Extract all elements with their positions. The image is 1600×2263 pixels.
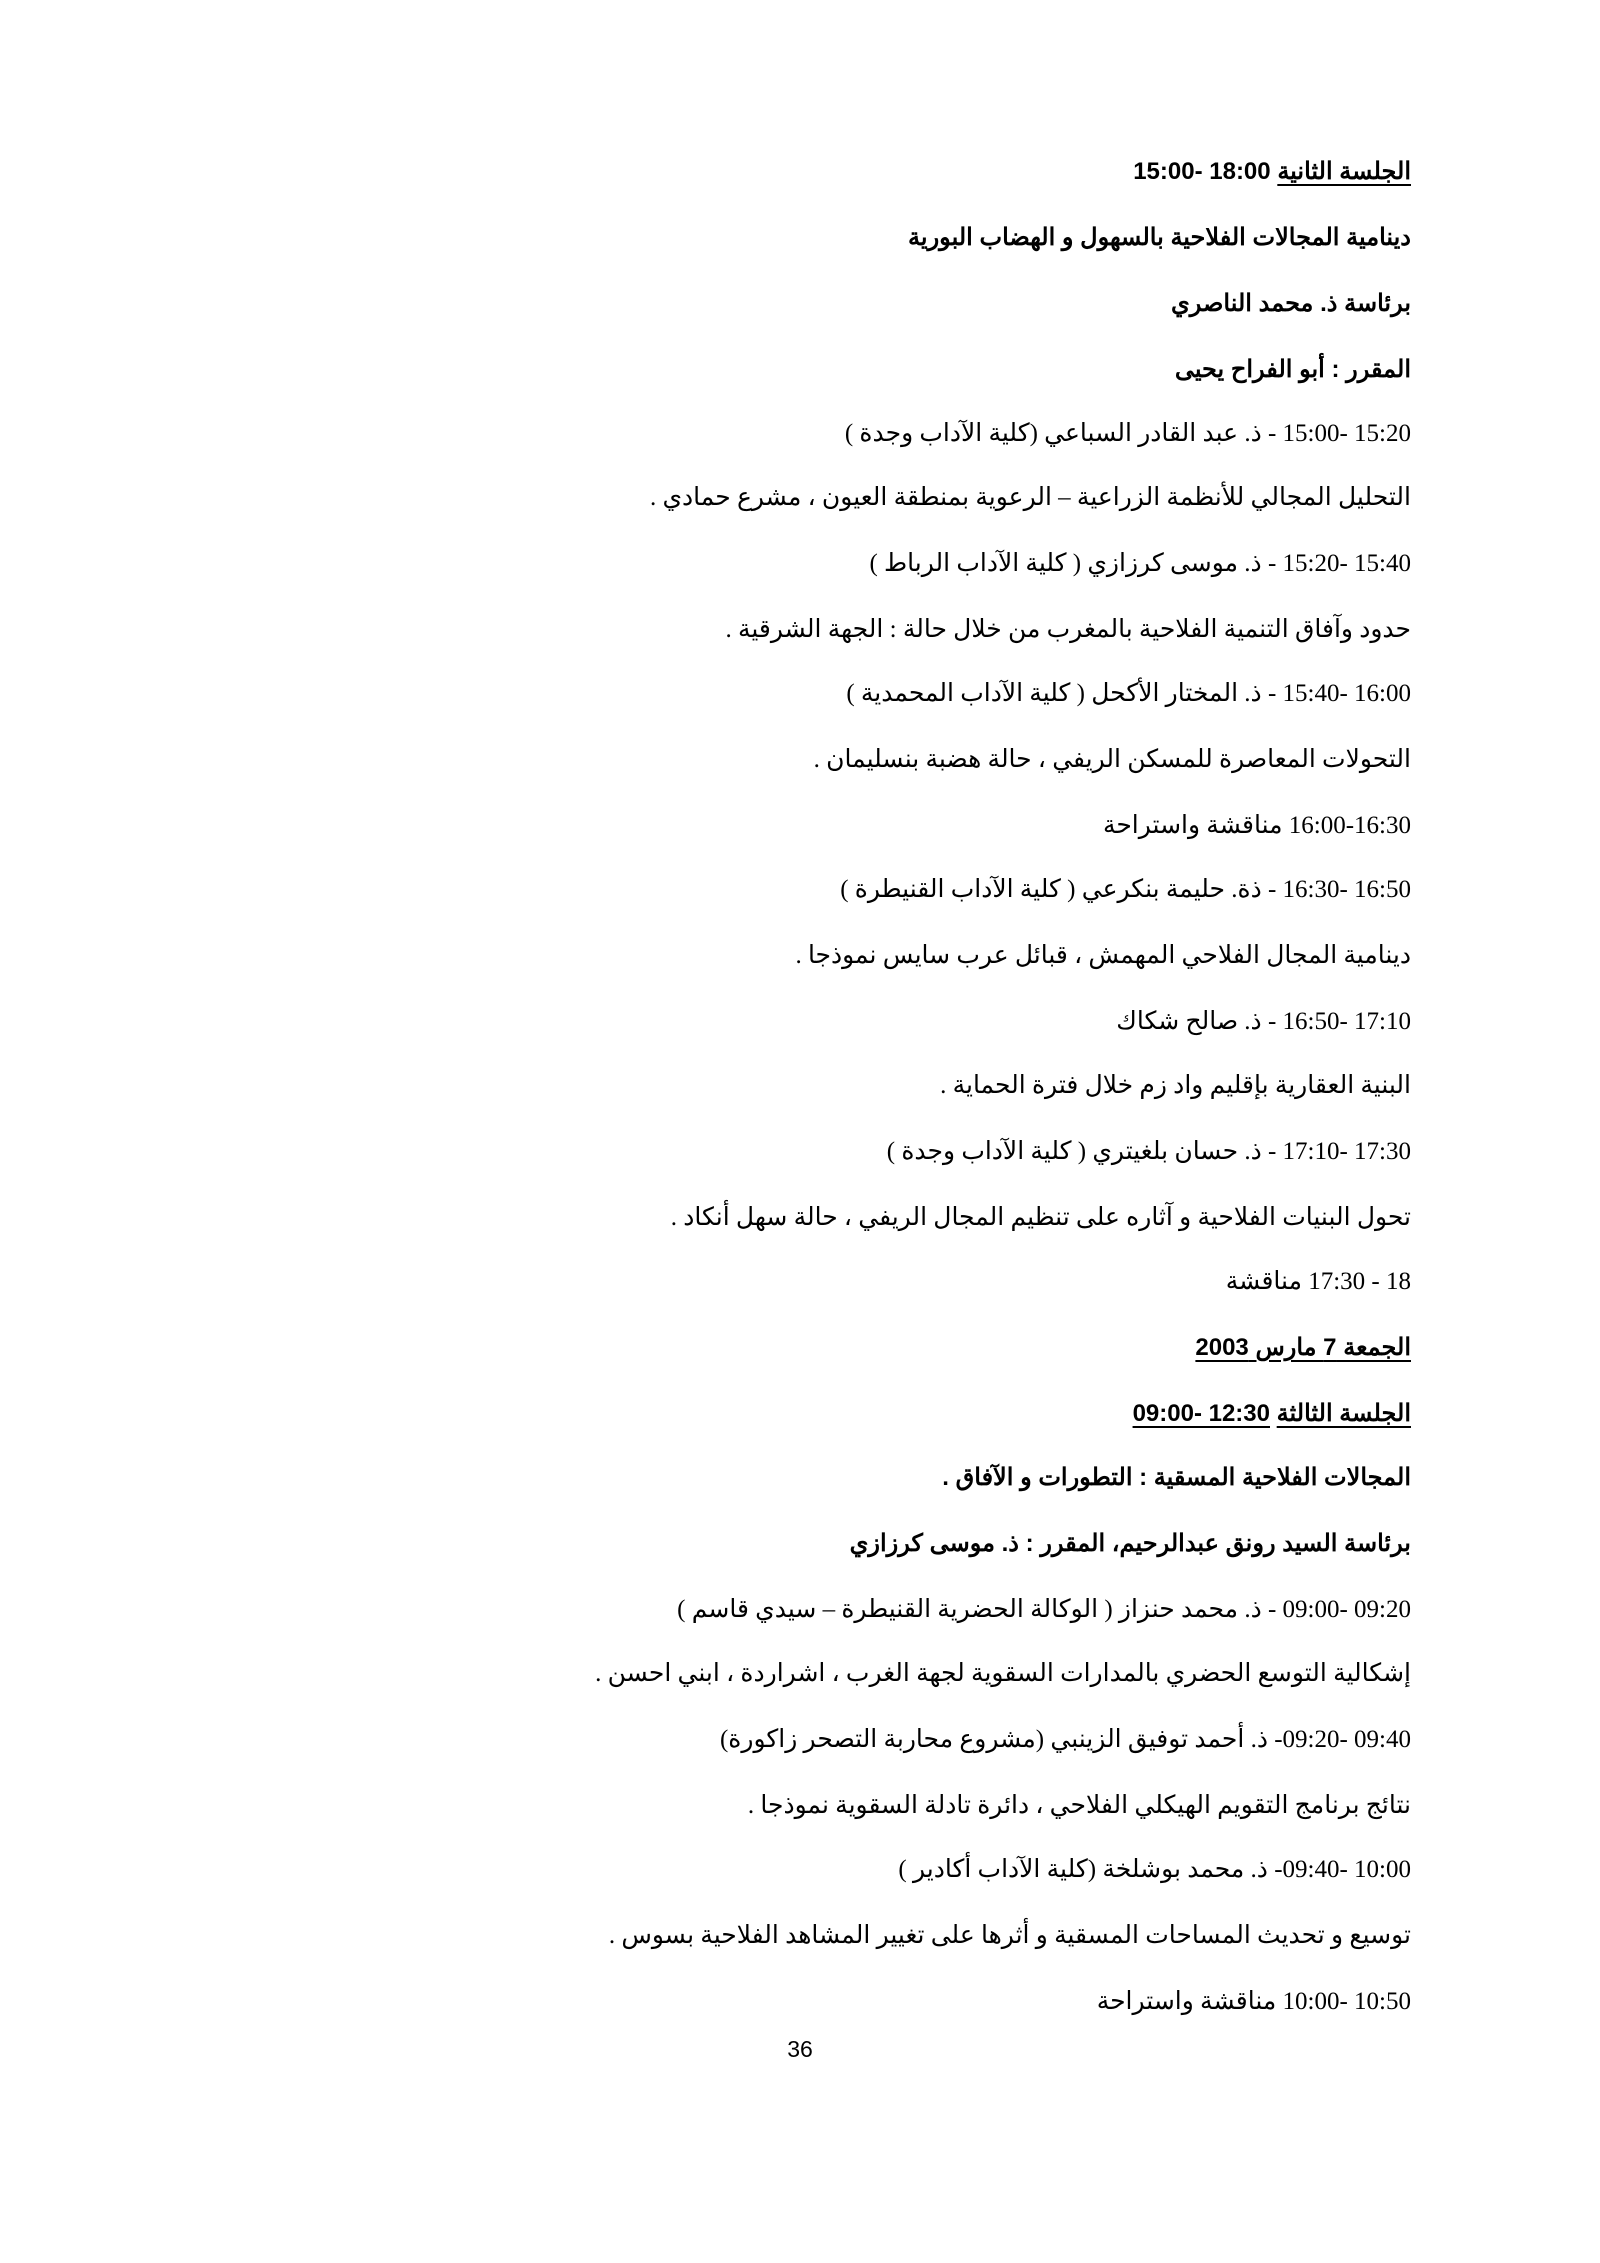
page-number: 36	[787, 2036, 813, 2062]
session2-item	[725, 604, 1411, 656]
session2-item	[1226, 1256, 1411, 1308]
date-heading: الجمعة 7 مارس 2003	[1195, 1334, 1411, 1361]
session3-heading-line	[1133, 1388, 1411, 1440]
session3-item	[720, 1714, 1411, 1766]
item-time: 15:40- 16:00	[1282, 680, 1411, 707]
session3-item	[1097, 1976, 1411, 2028]
session3-time: 09:00- 12:30	[1132, 1400, 1270, 1427]
session2-heading: الجلسة الثانية	[1277, 158, 1411, 185]
session2-item	[814, 734, 1411, 786]
item-time: 10:00- 10:50	[1282, 1988, 1411, 2015]
item-text: مناقشة واستراحة	[1096, 1988, 1283, 2015]
item-text: التحليل المجالي للأنظمة الزراعية – الرعوية بمنطقة العيون ، مشرع حمادي .	[649, 484, 1411, 511]
item-text: - ذ. عبد القادر السباعي (كلية الآداب وجدة )	[844, 420, 1283, 447]
session2-item	[840, 864, 1411, 916]
item-text: حدود وآفاق التنمية الفلاحية بالمغرب من خلال حالة : الجهة الشرقية .	[725, 616, 1411, 643]
item-time: 17:10- 17:30	[1282, 1138, 1411, 1165]
item-text: - ذ. المختار الأكحل ( كلية الآداب المحمدية )	[846, 680, 1283, 707]
session3-chair: برئاسة السيد رونق عبدالرحيم، المقرر : ذ. موسى كرزازي	[849, 1530, 1411, 1557]
item-text: نتائج برنامج التقويم الهيكلي الفلاحي ، دائرة تادلة السقوية نموذجا .	[747, 1792, 1411, 1819]
session2-item	[887, 1126, 1411, 1178]
item-text: تحول البنيات الفلاحية و آثاره على تنظيم المجال الريفي ، حالة سهل أنكاد .	[670, 1204, 1411, 1231]
session2-item	[1116, 996, 1411, 1048]
item-text: توسيع و تحديث المساحات المسقية و أثرها على تغيير المشاهد الفلاحية بسوس .	[608, 1922, 1411, 1949]
item-time: 16:50- 17:10	[1282, 1008, 1411, 1035]
item-text: - ذ. موسى كرزازي ( كلية الآداب الرباط )	[869, 550, 1283, 577]
session3-item	[609, 1910, 1411, 1962]
item-text: - ذ. صالح شكاك	[1116, 1008, 1283, 1035]
session2-item	[650, 472, 1411, 524]
item-text: مناقشة واستراحة	[1102, 812, 1289, 839]
item-time: 15:00- 15:20	[1282, 420, 1411, 447]
session2-item	[795, 930, 1411, 982]
item-time: 09:20- 09:40	[1282, 1726, 1411, 1753]
session3-heading: الجلسة الثالثة	[1276, 1400, 1411, 1427]
item-time: 16:00-16:30	[1288, 812, 1411, 839]
item-text: - ذ. محمد بوشلخة (كلية الآداب أكادير )	[898, 1856, 1283, 1883]
item-time: 09:40- 10:00	[1282, 1856, 1411, 1883]
item-text: - ذ. محمد حنزاز ( الوكالة الحضرية القنيطرة – سيدي قاسم )	[677, 1596, 1283, 1623]
item-time: 16:30- 16:50	[1282, 876, 1411, 903]
session2-item	[1103, 800, 1411, 852]
item-text: التحولات المعاصرة للمسكن الريفي ، حالة هضبة بنسليمان .	[813, 746, 1411, 773]
session2-title: دينامية المجالات الفلاحية بالسهول و الهضاب البورية	[908, 224, 1411, 251]
session2-item	[940, 1060, 1411, 1112]
session2-rapporteur: المقرر : أبو الفراح يحيى	[1174, 356, 1411, 383]
session3-item	[748, 1780, 1411, 1832]
session2-time: 15:00- 18:00	[1133, 158, 1271, 185]
item-time: 17:30 - 18	[1308, 1268, 1411, 1295]
item-text: - ذة. حليمة بنكرعي ( كلية الآداب القنيطرة )	[840, 876, 1283, 903]
item-text: دينامية المجال الفلاحي المهمش ، قبائل عرب سايس نموذجا .	[795, 942, 1411, 969]
session2-heading-line	[1133, 146, 1411, 198]
session3-item	[898, 1844, 1411, 1896]
item-text: إشكالية التوسع الحضري بالمدارات السقوية لجهة الغرب ، اشراردة ، ابني احسن .	[595, 1660, 1411, 1687]
session3-item	[595, 1648, 1411, 1700]
session2-chair: برئاسة ذ. محمد الناصري	[1170, 290, 1411, 317]
session3-item	[677, 1584, 1411, 1636]
session2-item	[846, 668, 1411, 720]
item-text: مناقشة	[1225, 1268, 1309, 1295]
session2-item	[869, 538, 1411, 590]
item-text: البنية العقارية بإقليم واد زم خلال فترة الحماية .	[940, 1072, 1411, 1099]
item-time: 09:00- 09:20	[1282, 1596, 1411, 1623]
session2-item	[845, 408, 1411, 460]
item-text: - ذ. حسان بلغيتري ( كلية الآداب وجدة )	[886, 1138, 1283, 1165]
session2-item	[671, 1192, 1411, 1244]
item-time: 15:20- 15:40	[1282, 550, 1411, 577]
item-text: - ذ. أحمد توفيق الزينبي (مشروع محاربة التصحر زاكورة)	[719, 1726, 1283, 1753]
session3-title: المجالات الفلاحية المسقية : التطورات و الآفاق .	[942, 1464, 1411, 1491]
